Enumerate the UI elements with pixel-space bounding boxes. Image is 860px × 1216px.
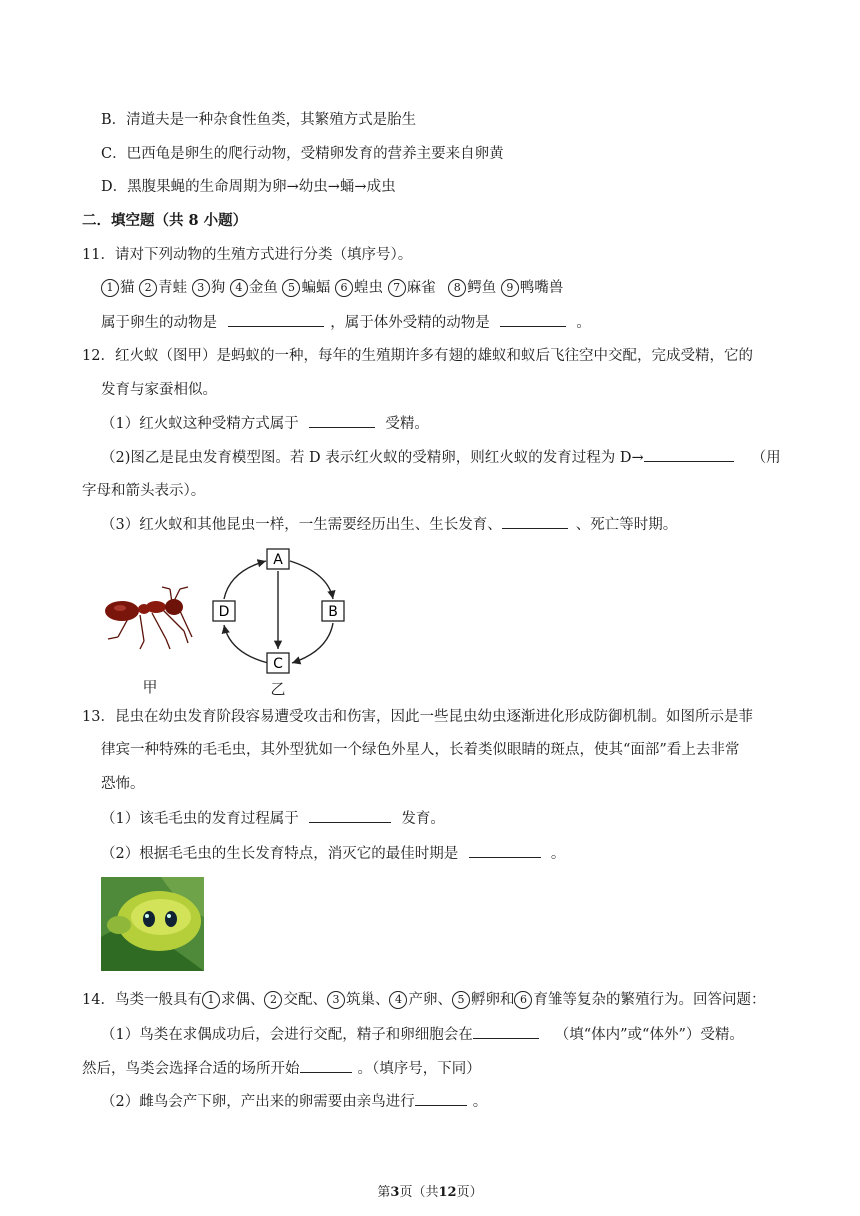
svg-text:A: A xyxy=(273,552,283,568)
q11-blank-external[interactable] xyxy=(500,312,566,327)
page-footer: 第3页（共12页） xyxy=(377,1185,483,1200)
q13-blank-2[interactable] xyxy=(469,843,541,858)
section-heading: 二．填空题（共 8 小题） xyxy=(82,212,248,229)
animal-item: 6 蝗虫 xyxy=(335,280,383,296)
red-fire-ant-figure xyxy=(100,545,350,697)
svg-text:D: D xyxy=(218,604,230,620)
animal-item: 4 金鱼 xyxy=(230,280,278,296)
q13-part-2: （2）根据毛毛虫的生长发育特点，消灭它的最佳时期是 。 xyxy=(101,843,565,864)
q11-answer-line: 属于卵生的动物是 ，属于体外受精的动物是 。 xyxy=(101,312,591,333)
q11-stem: 11．请对下列动物的生殖方式进行分类（填序号）。 xyxy=(82,247,413,263)
q12-stem-2: 发育与家蚕相似。 xyxy=(101,382,217,398)
behavior-item: 2 交配 xyxy=(264,992,312,1008)
svg-text:C: C xyxy=(273,656,283,672)
q11-blank-oviparous[interactable] xyxy=(228,312,324,327)
node-a xyxy=(267,549,289,569)
q14-part-1: （1）鸟类在求偶成功后，会进行交配，精子和卵细胞会在 （填“体内”或“体外”）受精。 xyxy=(101,1024,744,1045)
animal-item: 8 鳄鱼 xyxy=(448,280,496,296)
q14-stem: 14．鸟类一般具有 1 求偶、 2 交配、 3 筑巢、 4 产卵、 5 孵卵和 6 育雏等复杂的繁殖行为。回答问题： xyxy=(82,992,766,1008)
q11-animal-list xyxy=(101,278,563,298)
q14-part-2: （2）雌鸟会产下卵，产出来的卵需要由亲鸟进行 。 xyxy=(101,1091,487,1112)
eye-spot-icon xyxy=(165,911,177,927)
behavior-item: 3 筑巢 xyxy=(327,992,375,1008)
node-d xyxy=(213,601,235,621)
q14-blank-2[interactable] xyxy=(300,1058,352,1073)
caterpillar-photo xyxy=(101,877,204,971)
q12-part-3: （3）红火蚁和其他昆虫一样，一生需要经历出生、生长发育、 、死亡等时期。 xyxy=(101,514,677,535)
q14-blank-3[interactable] xyxy=(415,1091,467,1106)
behavior-item: 1 求偶 xyxy=(202,992,250,1008)
q12-stem-1: 12．红火蚁（图甲）是蚂蚁的一种，每年的生殖期许多有翅的雄蚁和蚁后飞往空中交配，完成受精，它的 xyxy=(82,348,753,364)
animal-item: 5 蝙蝠 xyxy=(282,280,330,296)
node-c xyxy=(267,653,289,673)
behavior-item: 4 产卵 xyxy=(389,992,437,1008)
q12-blank-1[interactable] xyxy=(309,413,375,428)
q13-stem-3: 恐怖。 xyxy=(101,776,145,792)
option-b: B．清道夫是一种杂食性鱼类，其繁殖方式是胎生 xyxy=(101,112,417,128)
option-c: C．巴西龟是卵生的爬行动物，受精卵发育的营养主要来自卵黄 xyxy=(101,146,504,162)
q13-part-1: （1）该毛毛虫的发育过程属于 发育。 xyxy=(101,808,445,829)
node-b xyxy=(322,601,344,621)
animal-item: 1 猫 xyxy=(101,280,135,296)
animal-item: 2 青蛙 xyxy=(139,280,187,296)
animal-item: 3 狗 xyxy=(192,280,226,296)
q14-blank-1[interactable] xyxy=(473,1024,539,1039)
svg-text:B: B xyxy=(328,604,338,620)
q13-stem-1: 13．昆虫在幼虫发育阶段容易遭受攻击和伤害，因此一些昆虫幼虫逐渐进化形成防御机制。如图所示是菲 xyxy=(82,709,753,725)
q12-part-1: （1）红火蚁这种受精方式属于 受精。 xyxy=(101,413,429,434)
q12-blank-2[interactable] xyxy=(644,447,734,462)
q12-part-2-cont: 字母和箭头表示）。 xyxy=(82,483,206,499)
q12-part-2: （2)图乙是昆虫发育模型图。若 D 表示红火蚁的受精卵，则红火蚁的发育过程为 D→ （用 xyxy=(101,447,781,468)
animal-item: 9 鸭嘴兽 xyxy=(501,280,564,296)
option-d: D．黑腹果蝇的生命周期为卵→幼虫→蛹→成虫 xyxy=(101,179,396,195)
q14-part-1b: 然后，鸟类会选择合适的场所开始 。（填序号，下同） xyxy=(82,1058,481,1079)
figure-label-jia: 甲 xyxy=(142,678,158,696)
q13-blank-1[interactable] xyxy=(309,808,391,823)
behavior-item: 6 育雏 xyxy=(514,992,562,1008)
q13-stem-2: 律宾一种特殊的毛毛虫，其外型犹如一个绿色外星人，长着类似眼睛的斑点，使其“面部”看上去非常 xyxy=(101,742,740,758)
q12-blank-3[interactable] xyxy=(502,514,568,529)
animal-item: 7 麻雀 xyxy=(388,280,436,296)
figure-label-yi: 乙 xyxy=(270,680,286,697)
behavior-item: 5 孵卵 xyxy=(452,992,500,1008)
eye-spot-icon xyxy=(143,911,155,927)
